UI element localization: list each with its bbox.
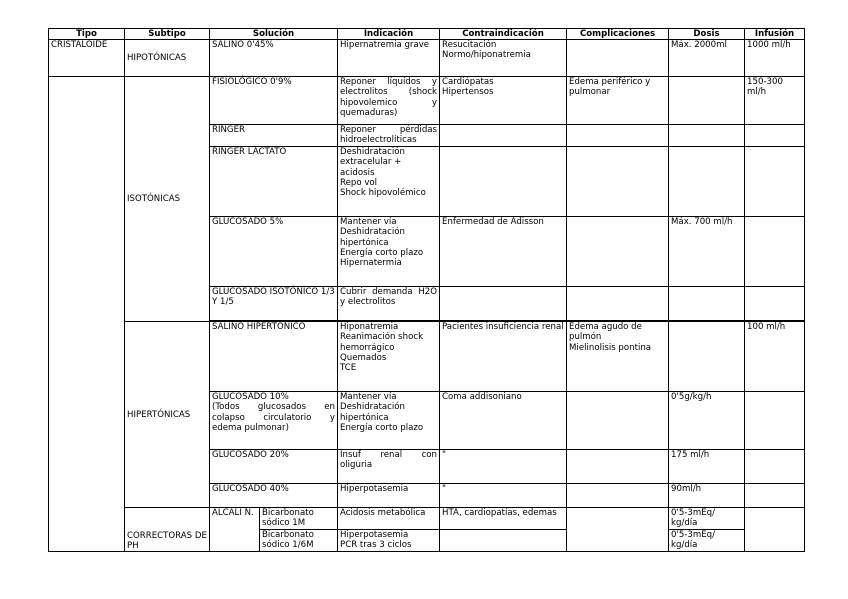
contraindicacion-cell: Cardiópatas Hipertensos — [440, 77, 567, 125]
header-row — [49, 29, 805, 40]
solucion-cell: FISIOLÓGICO 0'9% — [210, 77, 338, 125]
dosis-cell: 90ml/h — [669, 484, 745, 508]
dosis-cell: Máx. 2000ml — [669, 40, 745, 77]
complicaciones-cell: Edema periférico y pulmonar — [567, 77, 669, 125]
contraindicacion-cell — [440, 125, 567, 147]
indicacion-cell: Hiponatremia Reanimación shock hemorrágico Quemados TCE — [338, 322, 440, 392]
contraindicacion-cell: HTA, cardiopatías, edemas — [440, 508, 567, 530]
header-infusion: Infusión — [745, 29, 805, 40]
infusion-cell — [745, 508, 805, 552]
indicacion-cell: Acidosis metabólica — [338, 508, 440, 530]
dosis-cell: 0'5-3mEq/ kg/día — [669, 508, 745, 530]
indicacion-cell: Mantener vía Deshidratación hipertónica Energía corto plazo — [338, 392, 440, 450]
solucion-sub-cell: Bicarbonato sódico 1M — [260, 508, 338, 530]
indicacion-cell: Mantener vía Deshidratación hipertónica Energía corto plazo Hipernatermia — [338, 217, 440, 287]
dosis-cell — [669, 322, 745, 392]
infusion-cell — [745, 125, 805, 147]
infusion-cell — [745, 217, 805, 287]
indicacion-cell: Hiperpotasemia PCR tras 3 ciclos — [338, 530, 440, 552]
complicaciones-cell — [567, 508, 669, 552]
complicaciones-cell — [567, 147, 669, 217]
infusion-cell — [745, 287, 805, 321]
indicacion-cell: Hipernatremia grave — [338, 40, 440, 77]
infusion-cell — [745, 392, 805, 450]
indicacion-cell: Cubrir demanda H2O y electrolitos — [338, 287, 440, 321]
contraindicacion-cell: Pacientes insuficiencia renal — [440, 322, 567, 392]
subtipo-isotonicas: ISOTÓNICAS — [125, 77, 210, 322]
fluids-table — [48, 28, 805, 552]
header-solucion: Solución — [210, 29, 338, 40]
header-tipo: Tipo — [49, 29, 125, 40]
infusion-cell — [745, 450, 805, 484]
complicaciones-cell — [567, 450, 669, 484]
dosis-cell — [669, 287, 745, 321]
table-row — [49, 508, 805, 530]
solucion-cell: RINGER — [210, 125, 338, 147]
infusion-cell: 100 ml/h — [745, 322, 805, 392]
header-indicacion: Indicación — [338, 29, 440, 40]
solucion-cell: GLUCOSADO 5% — [210, 217, 338, 287]
contraindicacion-cell: " — [440, 484, 567, 508]
contraindicacion-cell — [440, 287, 567, 321]
complicaciones-cell — [567, 287, 669, 321]
header-contraindicacion: Contraindicación — [440, 29, 567, 40]
infusion-cell — [745, 147, 805, 217]
dosis-cell: 175 ml/h — [669, 450, 745, 484]
solucion-cell: RINGER LACTATO — [210, 147, 338, 217]
subtipo-correctoras: CORRECTORAS DE PH — [125, 508, 210, 552]
complicaciones-cell: Edema agudo de pulmón Mielinolisis pontina — [567, 322, 669, 392]
solucion-sub-cell: Bicarbonato sódico 1/6M — [260, 530, 338, 552]
contraindicacion-cell — [440, 147, 567, 217]
table-row — [49, 77, 805, 125]
complicaciones-cell — [567, 392, 669, 450]
contraindicacion-cell: Resucitación Normo/hiponatremia — [440, 40, 567, 77]
dosis-cell — [669, 125, 745, 147]
table-row — [49, 40, 805, 77]
complicaciones-cell — [567, 125, 669, 147]
solucion-cell: GLUCOSADO ISOTÓNICO 1/3 Y 1/5 — [210, 287, 338, 321]
infusion-cell — [745, 484, 805, 508]
fluids-table-page — [48, 28, 805, 552]
dosis-cell: Máx. 700 ml/h — [669, 217, 745, 287]
header-subtipo: Subtipo — [125, 29, 210, 40]
header-dosis: Dosis — [669, 29, 745, 40]
indicacion-cell: Insuf renal con oliguria — [338, 450, 440, 484]
infusion-cell: 1000 ml/h — [745, 40, 805, 77]
table-row — [49, 322, 805, 392]
contraindicacion-cell: " — [440, 450, 567, 484]
solucion-cell: SALINO 0'45% — [210, 40, 338, 77]
dosis-cell — [669, 147, 745, 217]
contraindicacion-cell: Coma addisoniano — [440, 392, 567, 450]
contraindicacion-cell — [440, 530, 567, 552]
subtipo-hipotonicas: HIPOTÓNICAS — [125, 40, 210, 77]
indicacion-cell: Reponer pérdidas hidroelectrolíticas — [338, 125, 440, 147]
tipo-empty-cell — [49, 77, 125, 552]
header-complicaciones: Complicaciones — [567, 29, 669, 40]
dosis-cell: 0'5-3mEq/ kg/día — [669, 530, 745, 552]
infusion-cell: 150-300 ml/h — [745, 77, 805, 125]
indicacion-cell: Deshidratación extracelular + acidosis Repo vol Shock hipovolémico — [338, 147, 440, 217]
contraindicacion-cell: Enfermedad de Adisson — [440, 217, 567, 287]
solucion-cell: GLUCOSADO 20% — [210, 450, 338, 484]
subtipo-hipertonicas: HIPERTÓNICAS — [125, 322, 210, 508]
tipo-cell: CRISTALOIDE — [49, 40, 125, 77]
complicaciones-cell — [567, 217, 669, 287]
complicaciones-cell — [567, 484, 669, 508]
complicaciones-cell — [567, 40, 669, 77]
indicacion-cell: Hiperpotasemia — [338, 484, 440, 508]
dosis-cell — [669, 77, 745, 125]
indicacion-cell: Reponer líquidos y electrolitos (shock hipovolemico y quemaduras) — [338, 77, 440, 125]
dosis-cell: 0'5g/kg/h — [669, 392, 745, 450]
solucion-cell: SALINO HIPERTÓNICO — [210, 322, 338, 392]
solucion-cell: GLUCOSADO 40% — [210, 484, 338, 508]
alcalin-group-cell: ALCALI N. — [210, 508, 260, 552]
solucion-cell: GLUCOSADO 10% (Todos glucosados en colapso circulatorio y edema pulmonar) — [210, 392, 338, 450]
